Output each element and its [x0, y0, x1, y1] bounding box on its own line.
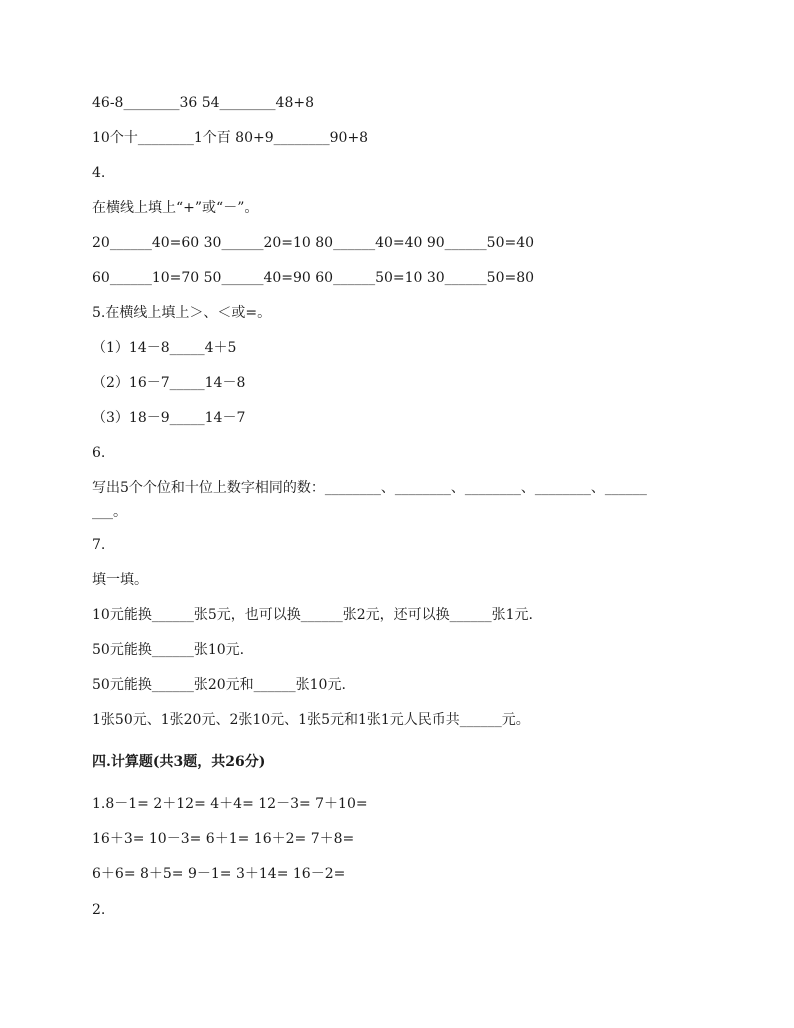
question-7-instruction: 填一填。	[92, 572, 148, 588]
question-5-instruction: 5.在横线上填上＞、＜或=。	[92, 305, 272, 321]
question-5-item-1: （1）14－8_____4＋5	[92, 340, 237, 356]
section-4-heading: 四.计算题(共3题，共26分)	[92, 754, 266, 770]
question-7-item-3: 50元能换______张20元和______张10元.	[92, 677, 346, 693]
question-4-row-2: 60______10=70 50______40=90 60______50=10 30______50=80	[92, 270, 535, 286]
question-4-number: 4.	[92, 165, 106, 181]
calc-row-1: 1.8－1= 2＋12= 4＋4= 12－3= 7＋10=	[92, 796, 368, 812]
question-4-instruction: 在横线上填上“+”或“－”。	[92, 200, 259, 216]
compare-row-2: 10个十________1个百 80+9________90+8	[92, 130, 369, 146]
worksheet-page	[92, 0, 732, 1028]
question-6-prompt-continued: ___。	[92, 504, 127, 520]
compare-row-1: 46-8________36 54________48+8	[92, 95, 314, 111]
question-5-item-2: （2）16－7_____14－8	[92, 375, 246, 391]
calc-row-2: 16＋3= 10－3= 6＋1= 16＋2= 7＋8=	[92, 831, 355, 847]
question-7-number: 7.	[92, 537, 106, 553]
question-7-item-1: 10元能换______张5元，也可以换______张2元，还可以换______张1元.	[92, 607, 533, 623]
calc-row-3: 6＋6= 8＋5= 9－1= 3＋14= 16－2=	[92, 866, 346, 882]
question-6-number: 6.	[92, 445, 106, 461]
calc-question-2-number: 2.	[92, 902, 106, 918]
question-6-prompt: 写出5个个位和十位上数字相同的数：________、________、________、________、______	[92, 480, 647, 496]
question-7-item-4: 1张50元、1张20元、2张10元、1张5元和1张1元人民币共______元。	[92, 712, 530, 728]
question-7-item-2: 50元能换______张10元.	[92, 642, 245, 658]
question-4-row-1: 20______40=60 30______20=10 80______40=40 90______50=40	[92, 235, 535, 251]
question-5-item-3: （3）18－9_____14－7	[92, 410, 246, 426]
